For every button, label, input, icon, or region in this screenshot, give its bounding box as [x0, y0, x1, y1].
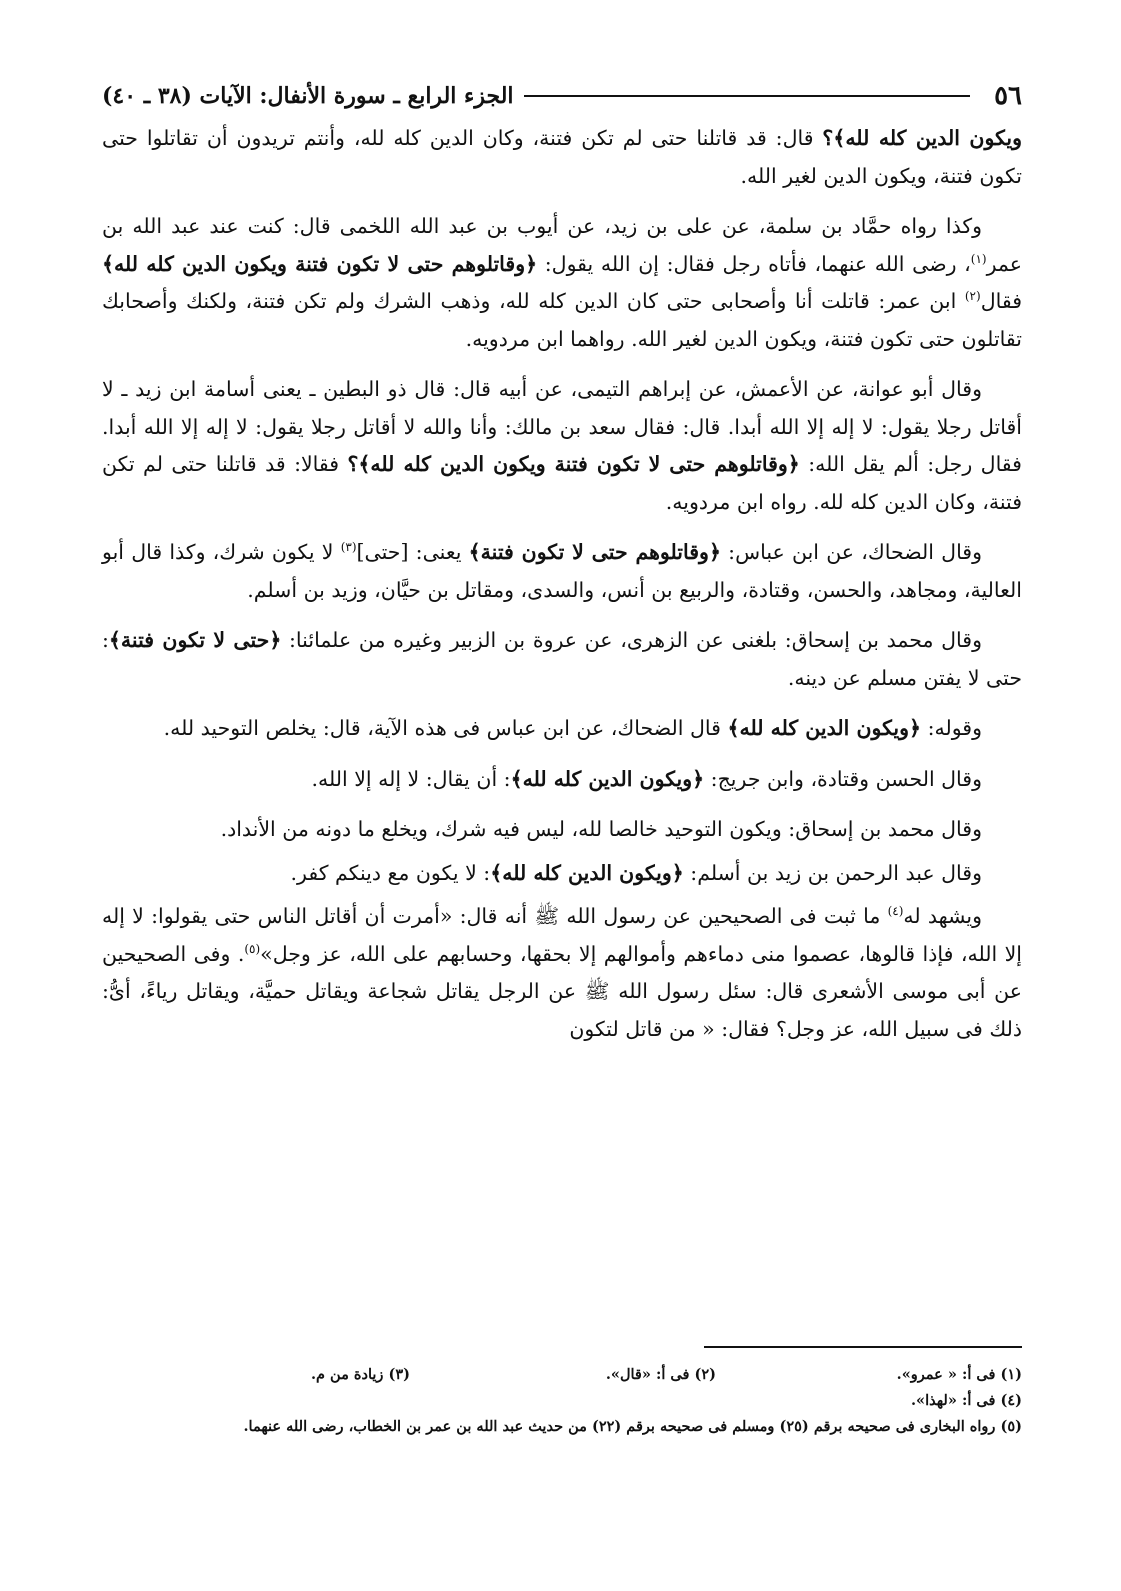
paragraph	[102, 120, 1022, 195]
text-run: وكذا رواه حمَّاد بن سلمة، عن على بن زيد، عن أيوب بن عبد الله اللخمى قال: كنت عند عبد الله بن عمر	[102, 214, 1022, 276]
text-run: فقال	[980, 289, 1022, 313]
text-run: : أن يقال: لا إله إلا الله.	[311, 766, 511, 791]
quran-quote: ﴿وقاتلوهم حتى لا تكون فتنة﴾	[468, 540, 721, 564]
main-text	[102, 120, 1022, 1061]
text-run: يعنى: [حتى]	[356, 540, 469, 564]
footnote-marker: (١)	[970, 251, 987, 266]
text-run: ما ثبت فى الصحيحين عن رسول الله ﷺ أنه قال: «أمرت أن أقاتل الناس حتى يقولوا: لا إله إلا الله، فإذا قالوها، عصموا منى دماءهم وأموالهم إلا بحقها، وحسابهم على الله، عز وجل»	[102, 904, 1022, 966]
text-run: وقال محمد بن إسحاق: بلغنى عن الزهرى، عن عروة بن الزبير وغيره من علمائنا:	[281, 628, 982, 652]
text-run: وقال عبد الرحمن بن زيد بن أسلم:	[683, 860, 982, 885]
text-run: . وفى الصحيحين عن أبى موسى الأشعرى قال: سئل رسول الله ﷺ عن الرجل يقاتل شجاعة ويقاتل حميَّة، ويقاتل رياءً، أىُّ: ذلك فى سبيل الله، عز وجل؟ فقال: « من قاتل لتكون	[102, 941, 1022, 1041]
header-rule	[524, 95, 971, 97]
running-header	[102, 76, 1022, 116]
text-run: وقال أبو عوانة، عن الأعمش، عن إبراهم التيمى، عن أبيه قال: قال ذو البطين ـ يعنى أسامة ابن زيد ـ لا أقاتل رجلا يقول: لا إله إلا الله أبدا. قال: فقال سعد بن مالك: وأنا والله لا أقاتل رجلا يقول: لا إله إلا الله أبدا. فقال رجل: ألم يقل الله:	[102, 377, 1022, 476]
paragraph	[102, 811, 1022, 849]
text-run: وقال الحسن وقتادة، وابن جريج:	[704, 766, 982, 791]
footnote-5: (٥) رواه البخارى فى صحيحه برقم (٢٥) ومسلم فى صحيحه برقم (٢٢) من حديث عبد الله بن عمر بن الخطاب، رضى الله عنهما.	[243, 1418, 1022, 1435]
paragraph	[102, 710, 1022, 748]
page-number: ٥٦	[994, 81, 1022, 111]
text-run: قال: قد قاتلنا حتى لم تكن فتنة، وكان الدين كله لله، وأنتم تريدون أن تقاتلوا حتى تكون فتنة، ويكون الدين لغير الله.	[102, 126, 1022, 188]
footnote-marker: (٢)	[964, 289, 981, 304]
quran-quote: ﴿وقاتلوهم حتى لا تكون فتنة ويكون الدين كله لله﴾	[102, 251, 538, 276]
footnote-row	[102, 1388, 1022, 1414]
footnote-separator	[704, 1346, 1022, 1348]
text-run: ابن عمر: قاتلت أنا وأصحابى حتى كان الدين كله لله، وذهب الشرك ولم تكن فتنة، ولكنك وأصحابك تقاتلون حتى تكون فتنة، ويكون الدين لغير الله. رواهما ابن مردويه.	[102, 289, 1022, 351]
text-run: ، رضى الله عنهما، فأتاه رجل فقال: إن الله يقول:	[537, 251, 971, 276]
quran-quote: ﴿ويكون الدين كله لله﴾	[727, 716, 922, 740]
footnote-row	[102, 1414, 1022, 1440]
text-run: وقال الضحاك، عن ابن عباس:	[720, 540, 983, 564]
text-run: وقوله:	[921, 716, 982, 740]
paragraph	[102, 855, 1022, 893]
footnote-marker: (٥)	[244, 941, 261, 956]
footnote-marker: (٤)	[887, 904, 904, 919]
paragraph	[102, 371, 1022, 521]
text-run: قال الضحاك، عن ابن عباس فى هذه الآية، قال: يخلص التوحيد لله.	[163, 716, 728, 740]
paragraph	[102, 208, 1022, 358]
text-run: وقال محمد بن إسحاق: ويكون التوحيد خالصا لله، ليس فيه شرك، ويخلع ما دونه من الأنداد.	[220, 817, 982, 841]
quran-quote: ويكون الدين كله لله﴾؟	[822, 126, 1022, 150]
text-run: ويشهد له	[903, 904, 982, 928]
quran-quote: ﴿وقاتلوهم حتى لا تكون فتنة ويكون الدين كله لله﴾؟	[347, 452, 800, 476]
paragraph	[102, 898, 1022, 1048]
quran-quote: ﴿ويكون الدين كله لله﴾	[510, 766, 705, 791]
paragraph	[102, 534, 1022, 609]
header-title: الجزء الرابع ـ سورة الأنفال: الآيات (٣٨ ـ ٤٠)	[102, 83, 514, 109]
quran-quote: ﴿ويكون الدين كله لله﴾	[490, 860, 684, 885]
footnote-row	[102, 1362, 1022, 1388]
paragraph	[102, 622, 1022, 697]
footnote-marker: (٣)	[340, 540, 357, 555]
text-run: فقالا: قد قاتلنا حتى لم تكن فتنة، وكان الدين كله لله. رواه ابن مردويه.	[102, 452, 1022, 514]
text-run: : حتى لا يفتن مسلم عن دينه.	[102, 628, 1022, 690]
footnote-2: (٢) فى أ: «قال».	[605, 1366, 716, 1383]
text-run: لا يكون شرك، وكذا قال أبو العالية، ومجاهد، والحسن، وقتادة، والربيع بن أنس، والسدى، ومقاتل بن حيَّان، وزيد بن أسلم.	[102, 540, 1022, 602]
text-run: : لا يكون مع دينكم كفر.	[290, 860, 491, 885]
footnotes	[102, 1362, 1022, 1440]
footnote-4: (٤) فى أ: «لهذا».	[911, 1392, 1022, 1409]
quran-quote: ﴿حتى لا تكون فتنة﴾	[108, 628, 282, 652]
paragraph	[102, 761, 1022, 799]
footnote-3: (٣) زيادة من م.	[310, 1366, 410, 1383]
footnote-1: (١) فى أ: « عمرو».	[896, 1366, 1022, 1383]
